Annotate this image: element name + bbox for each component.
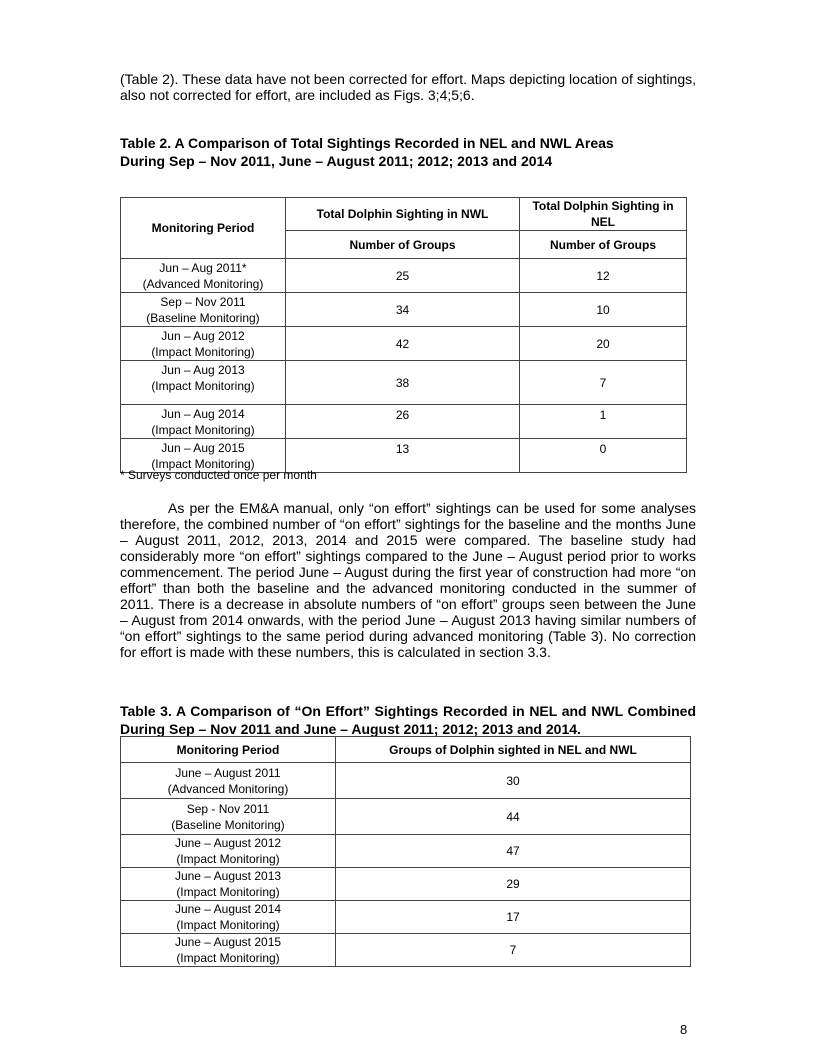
period-cell: June – August 2014 (Impact Monitoring) bbox=[121, 901, 336, 934]
nwl-cell: 34 bbox=[286, 293, 520, 327]
table-row bbox=[121, 799, 691, 835]
table-row bbox=[121, 901, 691, 934]
period-cell: Jun – Aug 2011* (Advanced Monitoring) bbox=[121, 259, 286, 293]
table2-caption bbox=[120, 134, 696, 170]
table-row bbox=[121, 327, 687, 361]
table2-caption-line2: During Sep – Nov 2011, June – August 2011; 2012; 2013 and 2014 bbox=[120, 153, 553, 169]
nel-cell: 20 bbox=[520, 327, 687, 361]
nwl-cell: 42 bbox=[286, 327, 520, 361]
groups-cell: 17 bbox=[336, 901, 691, 934]
table2-subheader-nel: Number of Groups bbox=[520, 231, 687, 259]
period-cell: Jun – Aug 2013 (Impact Monitoring) bbox=[121, 361, 286, 405]
table2-footnote: * Surveys conducted once per month bbox=[120, 468, 317, 482]
table2-header-period: Monitoring Period bbox=[121, 198, 286, 259]
period-cell: June – August 2013 (Impact Monitoring) bbox=[121, 868, 336, 901]
table2-caption-line1: Table 2. A Comparison of Total Sightings Recorded in NEL and NWL Areas bbox=[120, 135, 614, 151]
period-cell: Jun – Aug 2014 (Impact Monitoring) bbox=[121, 405, 286, 439]
table3-header-period: Monitoring Period bbox=[121, 737, 336, 763]
period-cell: Jun – Aug 2012 (Impact Monitoring) bbox=[121, 327, 286, 361]
groups-cell: 7 bbox=[336, 934, 691, 967]
table2-total-sightings bbox=[120, 197, 687, 473]
table3-header-groups: Groups of Dolphin sighted in NEL and NWL bbox=[336, 737, 691, 763]
table-row bbox=[121, 293, 687, 327]
period-cell: June – August 2015 (Impact Monitoring) bbox=[121, 934, 336, 967]
nwl-cell: 25 bbox=[286, 259, 520, 293]
page-number: 8 bbox=[680, 1022, 688, 1037]
nel-cell: 0 bbox=[520, 439, 687, 473]
nwl-cell: 26 bbox=[286, 405, 520, 439]
period-cell: Sep – Nov 2011 (Baseline Monitoring) bbox=[121, 293, 286, 327]
table-row bbox=[121, 763, 691, 799]
table2-header-nel: Total Dolphin Sighting in NEL bbox=[520, 198, 687, 231]
groups-cell: 29 bbox=[336, 868, 691, 901]
period-cell: Sep - Nov 2011 (Baseline Monitoring) bbox=[121, 799, 336, 835]
nel-cell: 12 bbox=[520, 259, 687, 293]
table-row bbox=[121, 868, 691, 901]
table2-header-nwl: Total Dolphin Sighting in NWL bbox=[286, 198, 520, 231]
table-row bbox=[121, 405, 687, 439]
table3-caption: Table 3. A Comparison of “On Effort” Sightings Recorded in NEL and NWL Combined During Sep – Nov 2011 and June – August 2011; 2012; 2013 and 2014. bbox=[120, 703, 696, 737]
table-row bbox=[121, 259, 687, 293]
table-row bbox=[121, 934, 691, 967]
nwl-cell: 38 bbox=[286, 361, 520, 405]
nel-cell: 7 bbox=[520, 361, 687, 405]
period-cell: June – August 2011 (Advanced Monitoring) bbox=[121, 763, 336, 799]
table-row bbox=[121, 361, 687, 405]
groups-cell: 47 bbox=[336, 835, 691, 868]
table3-on-effort-sightings bbox=[120, 736, 691, 967]
period-cell: Jun – Aug 2015 (Impact Monitoring) bbox=[121, 439, 286, 473]
nwl-cell: 13 bbox=[286, 439, 520, 473]
groups-cell: 30 bbox=[336, 763, 691, 799]
intro-paragraph: (Table 2). These data have not been corrected for effort. Maps depicting location of sightings, also not corrected for effort, are included as Figs. 3;4;5;6. bbox=[120, 71, 696, 103]
table2-subheader-nwl: Number of Groups bbox=[286, 231, 520, 259]
body-paragraph: As per the EM&A manual, only “on effort” sightings can be used for some analyses therefore, the combined number of “on effort” sightings for the baseline and the months June – August 2011, 2012, 2013, 2014 and 2015 were compared. The baseline study had considerably more “on effort” sightings compared to the June – August period prior to works commencement. The period June – August during the first year of construction had more “on effort” than both the baseline and the advanced monitoring conducted in the summer of 2011. There is a decrease in absolute numbers of “on effort” groups seen between the June – August from 2014 onwards, with the period June – August 2013 having similar numbers of “on effort” sightings to the same period during advanced monitoring (Table 3). No correction for effort is made with these numbers, this is calculated in section 3.3. bbox=[120, 500, 696, 660]
period-cell: June – August 2012 (Impact Monitoring) bbox=[121, 835, 336, 868]
nel-cell: 1 bbox=[520, 405, 687, 439]
table-row bbox=[121, 835, 691, 868]
groups-cell: 44 bbox=[336, 799, 691, 835]
nel-cell: 10 bbox=[520, 293, 687, 327]
